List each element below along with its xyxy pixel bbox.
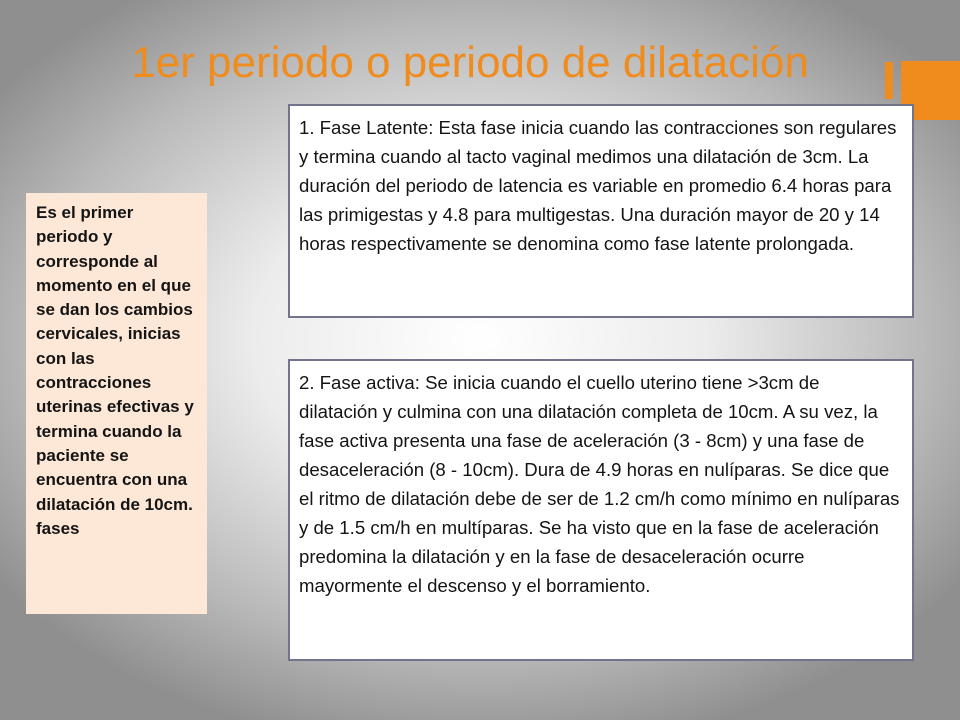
accent-bar-decoration — [885, 62, 893, 99]
latent-phase-text: 1. Fase Latente: Esta fase inicia cuando las contracciones son regulares y termina cuando al tacto vaginal medimos una dilatación de 3cm. La duración del periodo de latencia es variable en promedio 6.4 horas para las primigestas y 4.8 para multigestas. Una duración mayor de 20 y 14 horas respectivamente se denomina como fase latente prolongada. — [299, 117, 897, 254]
slide-title: 1er periodo o periodo de dilatación — [131, 38, 809, 87]
active-phase-text: 2. Fase activa: Se inicia cuando el cuello uterino tiene >3cm de dilatación y culmina con una dilatación completa de 10cm. A su vez, la fase activa presenta una fase de aceleración (3 - 8cm) y una fase de desaceleración (8 - 10cm). Dura de 4.9 horas en nulíparas. Se dice que el ritmo de dilatación debe de ser de 1.2 cm/h como mínimo en nulíparas y de 1.5 cm/h en multíparas. Se ha visto que en la fase de aceleración predomina la dilatación y en la fase de desaceleración ocurre mayormente el descenso y el borramiento. — [299, 372, 900, 596]
summary-text: Es el primer periodo y corresponde al momento en el que se dan los cambios cervicales, inicias con las contracciones uterinas efectivas y termina cuando la paciente se encuentra con una dilatación de 10cm. fases — [36, 203, 194, 538]
active-phase-box — [288, 359, 914, 661]
latent-phase-box — [288, 104, 914, 318]
summary-box — [26, 193, 207, 614]
